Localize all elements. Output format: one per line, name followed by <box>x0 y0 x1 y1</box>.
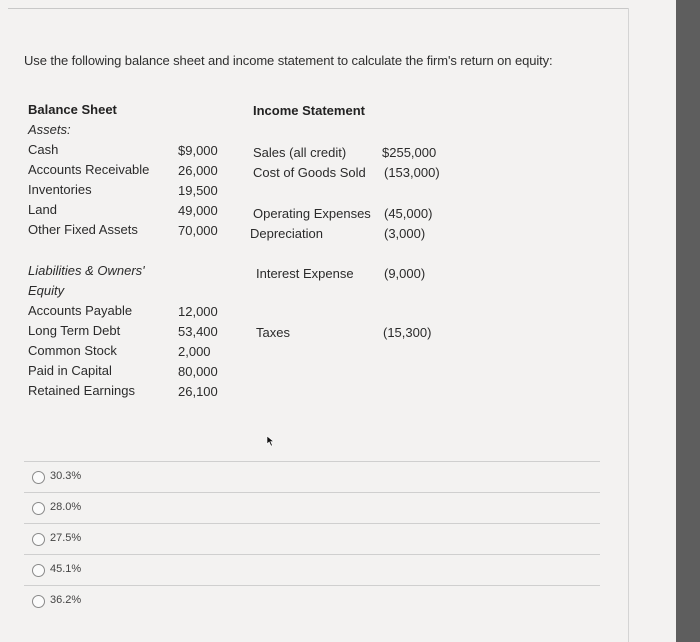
taxes-label: Taxes <box>256 325 290 340</box>
asset-label: Other Fixed Assets <box>28 222 138 237</box>
liability-label: Paid in Capital <box>28 363 112 378</box>
opex-label: Operating Expenses <box>253 206 371 221</box>
answer-option[interactable] <box>24 523 600 554</box>
asset-value: 26,000 <box>178 163 218 178</box>
asset-value: 70,000 <box>178 223 218 238</box>
opex-value: (45,000) <box>384 206 433 221</box>
taxes-value: (15,300) <box>383 325 432 340</box>
radio-button[interactable] <box>32 595 45 608</box>
answer-label[interactable]: 28.0% <box>50 501 82 513</box>
asset-label: Land <box>28 202 57 217</box>
radio-button[interactable] <box>32 564 45 577</box>
liability-value: 26,100 <box>178 384 218 399</box>
interest-label: Interest Expense <box>256 266 354 281</box>
liability-value: 53,400 <box>178 324 218 339</box>
cogs-label: Cost of Goods Sold <box>253 165 366 180</box>
answer-label[interactable]: 30.3% <box>50 470 82 482</box>
top-divider <box>8 8 628 9</box>
question-text: Use the following balance sheet and income statement to calculate the firm's return on equity: <box>24 53 553 68</box>
income-statement-title: Income Statement <box>253 103 365 118</box>
answer-option[interactable] <box>24 585 600 616</box>
radio-button[interactable] <box>32 502 45 515</box>
sales-label: Sales (all credit) <box>253 145 347 160</box>
asset-label: Inventories <box>28 182 92 197</box>
asset-values <box>178 141 238 241</box>
answer-label[interactable]: 36.2% <box>50 594 82 606</box>
liability-value: 12,000 <box>178 304 218 319</box>
depreciation-value: (3,000) <box>384 226 426 241</box>
answer-option[interactable] <box>24 554 600 585</box>
liability-label: Long Term Debt <box>28 323 121 338</box>
answer-option[interactable] <box>24 492 600 523</box>
liability-label: Retained Earnings <box>28 383 135 398</box>
liabilities-heading-2: Equity <box>28 283 65 298</box>
radio-button[interactable] <box>32 471 45 484</box>
depreciation-label: Depreciation <box>250 226 323 241</box>
interest-value: (9,000) <box>384 266 426 281</box>
sales-value: $255,000 <box>382 145 437 160</box>
liability-value: 2,000 <box>178 344 211 359</box>
asset-value: 19,500 <box>178 183 218 198</box>
liabilities-heading-1: Liabilities & Owners' <box>28 263 145 278</box>
answer-option[interactable] <box>24 461 600 492</box>
balance-sheet-title: Balance Sheet <box>28 102 117 117</box>
background-edge <box>676 0 700 642</box>
mouse-cursor-icon <box>266 434 276 452</box>
asset-label: Accounts Receivable <box>28 162 150 177</box>
asset-value: $9,000 <box>178 143 218 158</box>
liability-label: Common Stock <box>28 343 117 358</box>
assets-heading: Assets: <box>28 122 71 137</box>
cogs-value: (153,000) <box>384 165 440 180</box>
liability-value: 80,000 <box>178 364 218 379</box>
liability-label: Accounts Payable <box>28 303 133 318</box>
asset-label: Cash <box>28 142 59 157</box>
asset-value: 49,000 <box>178 203 218 218</box>
right-divider <box>628 8 629 642</box>
radio-button[interactable] <box>32 533 45 546</box>
answer-label[interactable]: 45.1% <box>50 563 82 575</box>
answer-label[interactable]: 27.5% <box>50 532 82 544</box>
liability-values <box>178 302 238 402</box>
